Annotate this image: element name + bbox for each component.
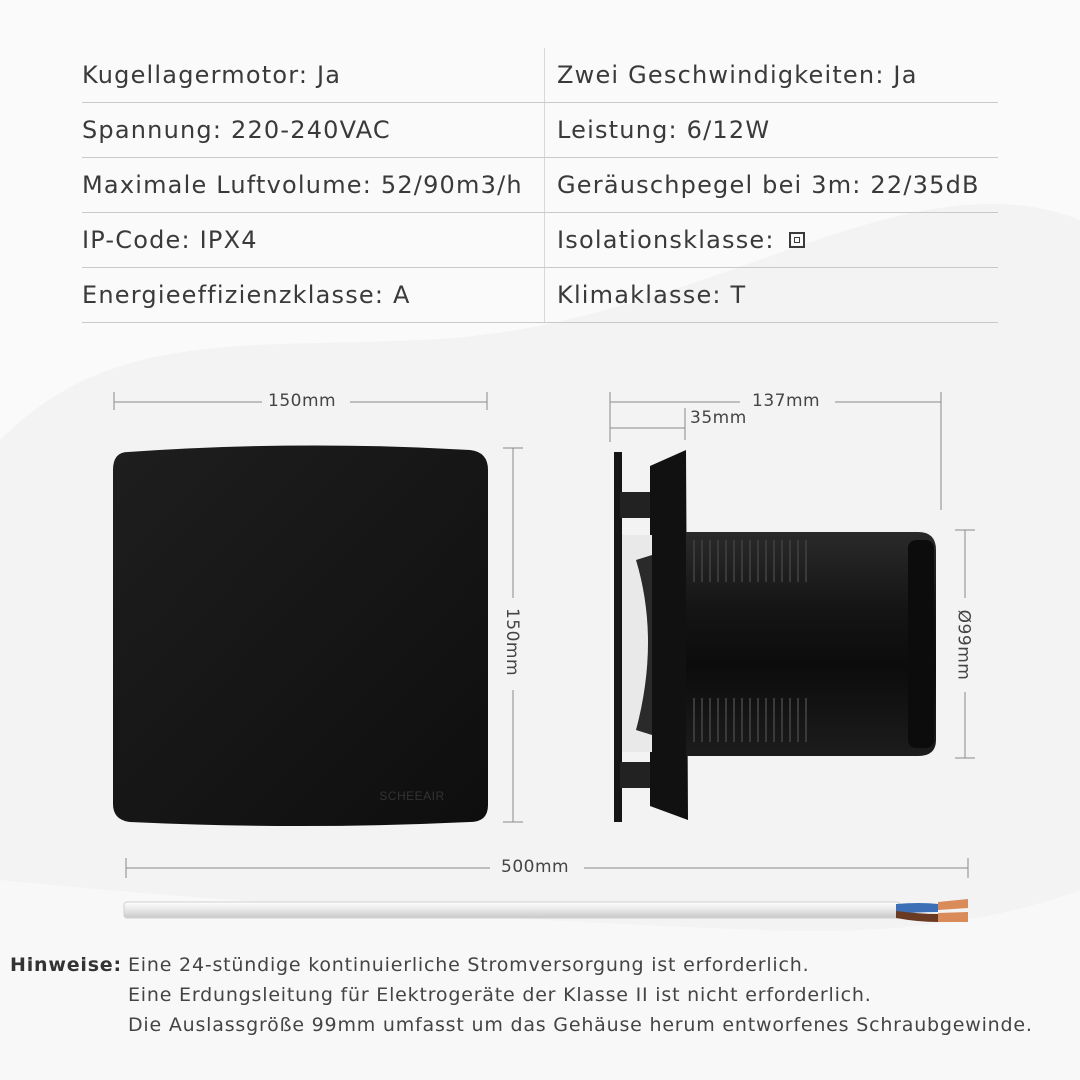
side-view (614, 450, 936, 822)
notes-section (10, 950, 1033, 1040)
spec-voltage: Spannung: 220-240VAC (82, 103, 545, 157)
note-text: Eine Erdungsleitung für Elektrogeräte der Klasse II ist nicht erforderlich. (128, 984, 872, 1006)
diameter-label: Ø99mm (953, 609, 974, 681)
note-text: Die Auslassgröße 99mm umfasst um das Gehäuse herum entworfenes Schraubgewinde. (128, 1014, 1033, 1036)
flange-depth-label: 35mm (690, 408, 747, 428)
spec-insulation-label: Isolationsklasse: (557, 226, 775, 254)
spec-climate-class: Klimaklasse: T (557, 281, 747, 309)
note-line (10, 980, 1033, 1010)
notes-label: Hinweise: (10, 954, 122, 976)
front-height-label: 150mm (502, 607, 523, 677)
spec-energy-class: Energieeffizienzklasse: A (82, 268, 545, 322)
spec-power: Leistung: 6/12W (557, 116, 771, 144)
spec-two-speeds: Zwei Geschwindigkeiten: Ja (557, 61, 918, 89)
note-line (10, 950, 1033, 980)
spec-airflow: Maximale Luftvolume: 52/90m3/h (82, 158, 545, 212)
spec-ip-code: IP-Code: IPX4 (82, 213, 545, 267)
spec-noise-level: Geräuschpegel bei 3m: 22/35dB (557, 171, 980, 199)
front-cover (113, 445, 488, 826)
note-line (10, 1010, 1033, 1040)
note-text: Eine 24-stündige kontinuierliche Stromversorgung ist erforderlich. (128, 954, 810, 976)
front-width-label: 150mm (268, 391, 337, 411)
cable-length-label: 500mm (501, 857, 570, 877)
side-depth-label: 137mm (752, 391, 821, 411)
power-cable (124, 899, 968, 922)
spec-ball-bearing: Kugellagermotor: Ja (82, 48, 545, 102)
brand-logo: SCHEEAIR (379, 789, 445, 803)
